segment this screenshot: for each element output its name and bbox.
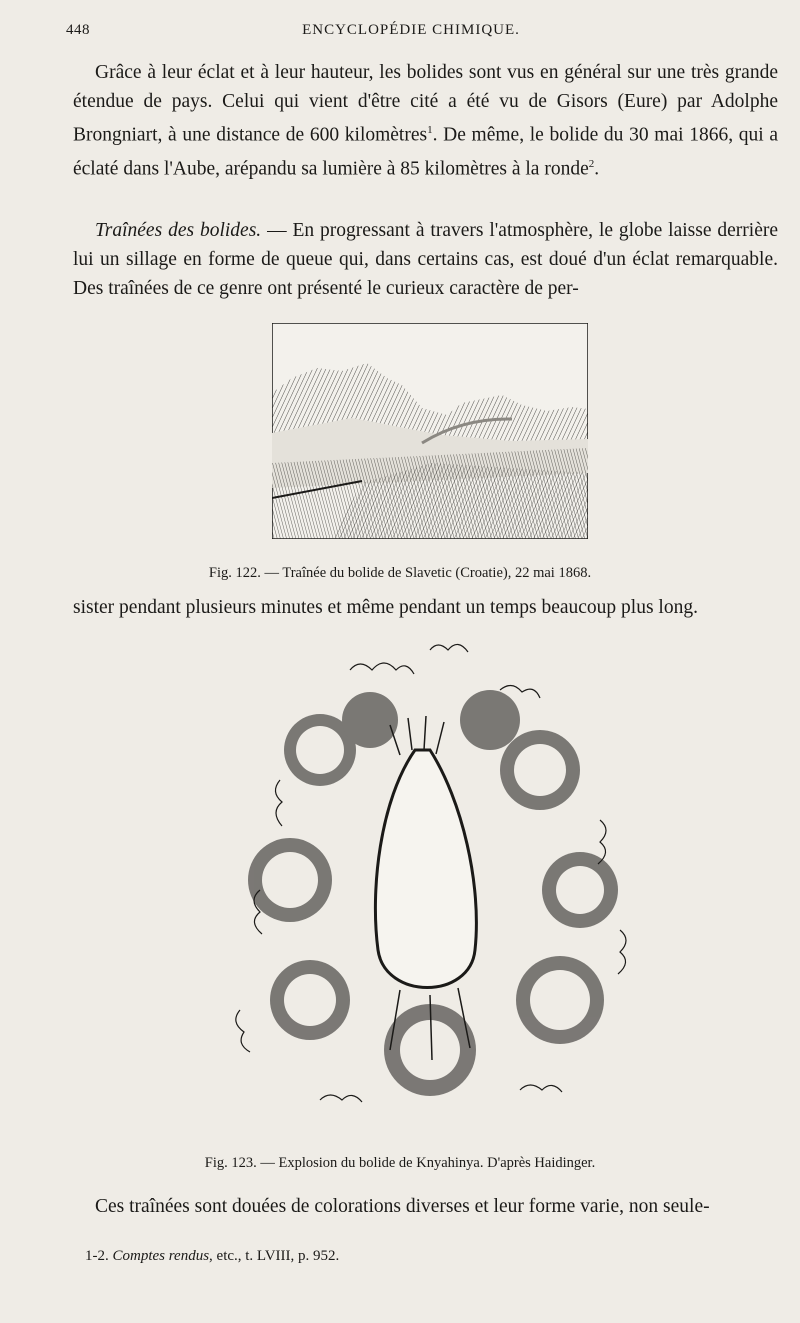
footnote-source: Comptes rendus <box>112 1248 210 1264</box>
paragraph-colorations: Ces traînées sont douées de colorations diverses et leur forme varie, non seule- <box>95 1196 710 1217</box>
figure-123-caption: Fig. 123. — Explosion du bolide de Knyahinya. D'après Haidinger. <box>204 1155 596 1171</box>
figure-slavetic-trail-engraving <box>272 323 588 539</box>
figure-122-caption: Fig. 122. — Traînée du bolide de Slavetic (Croatie), 22 mai 1868. <box>208 565 592 581</box>
footnote <box>85 1248 339 1265</box>
running-title: ENCYCLOPÉDIE CHIMIQUE. <box>302 22 520 38</box>
figure-knyahinya-explosion-engraving <box>200 630 660 1150</box>
paragraph-text: — En progressant à travers l'atmosphère, le globe laisse derrière lui un sillage en forme de queue qui, dans certains cas, est doué d'un éclat remarquable. Des traînées de ce genre ont présenté le curieux caractère de per- <box>73 220 778 299</box>
paragraph-persistence: sister pendant plusieurs minutes et même pendant un temps beaucoup plus long. <box>73 597 698 618</box>
section-lead: Traînées des bolides. <box>95 220 262 241</box>
footnote-label: 1-2. <box>85 1248 109 1264</box>
page-number: 448 <box>66 22 90 38</box>
paragraph-text: Grâce à leur éclat et à leur hauteur, les bolides sont vus en général sur une très grande étendue de pays. Celui qui vient d'être cité a été vu de Gisors (Eure) par Adolphe Brongniart, à une distance de 600 kilomètres <box>73 62 778 146</box>
footnote-text: , etc., t. LVIII, p. 952. <box>209 1248 340 1264</box>
paragraph-bolide-trails <box>73 216 778 303</box>
page-header <box>66 22 756 44</box>
footnote-ref-1: 1 <box>427 124 433 136</box>
paragraph-text-continued: . De même, le bolide du 30 mai 1866, qui a éclaté dans l'Aube, arépandu sa lumière à 85 kilomètres à la ronde <box>73 124 778 179</box>
paragraph-text-end: . <box>594 158 600 179</box>
paragraph-bolide-visibility <box>73 58 778 183</box>
footnote-ref-2: 2 <box>588 157 595 170</box>
